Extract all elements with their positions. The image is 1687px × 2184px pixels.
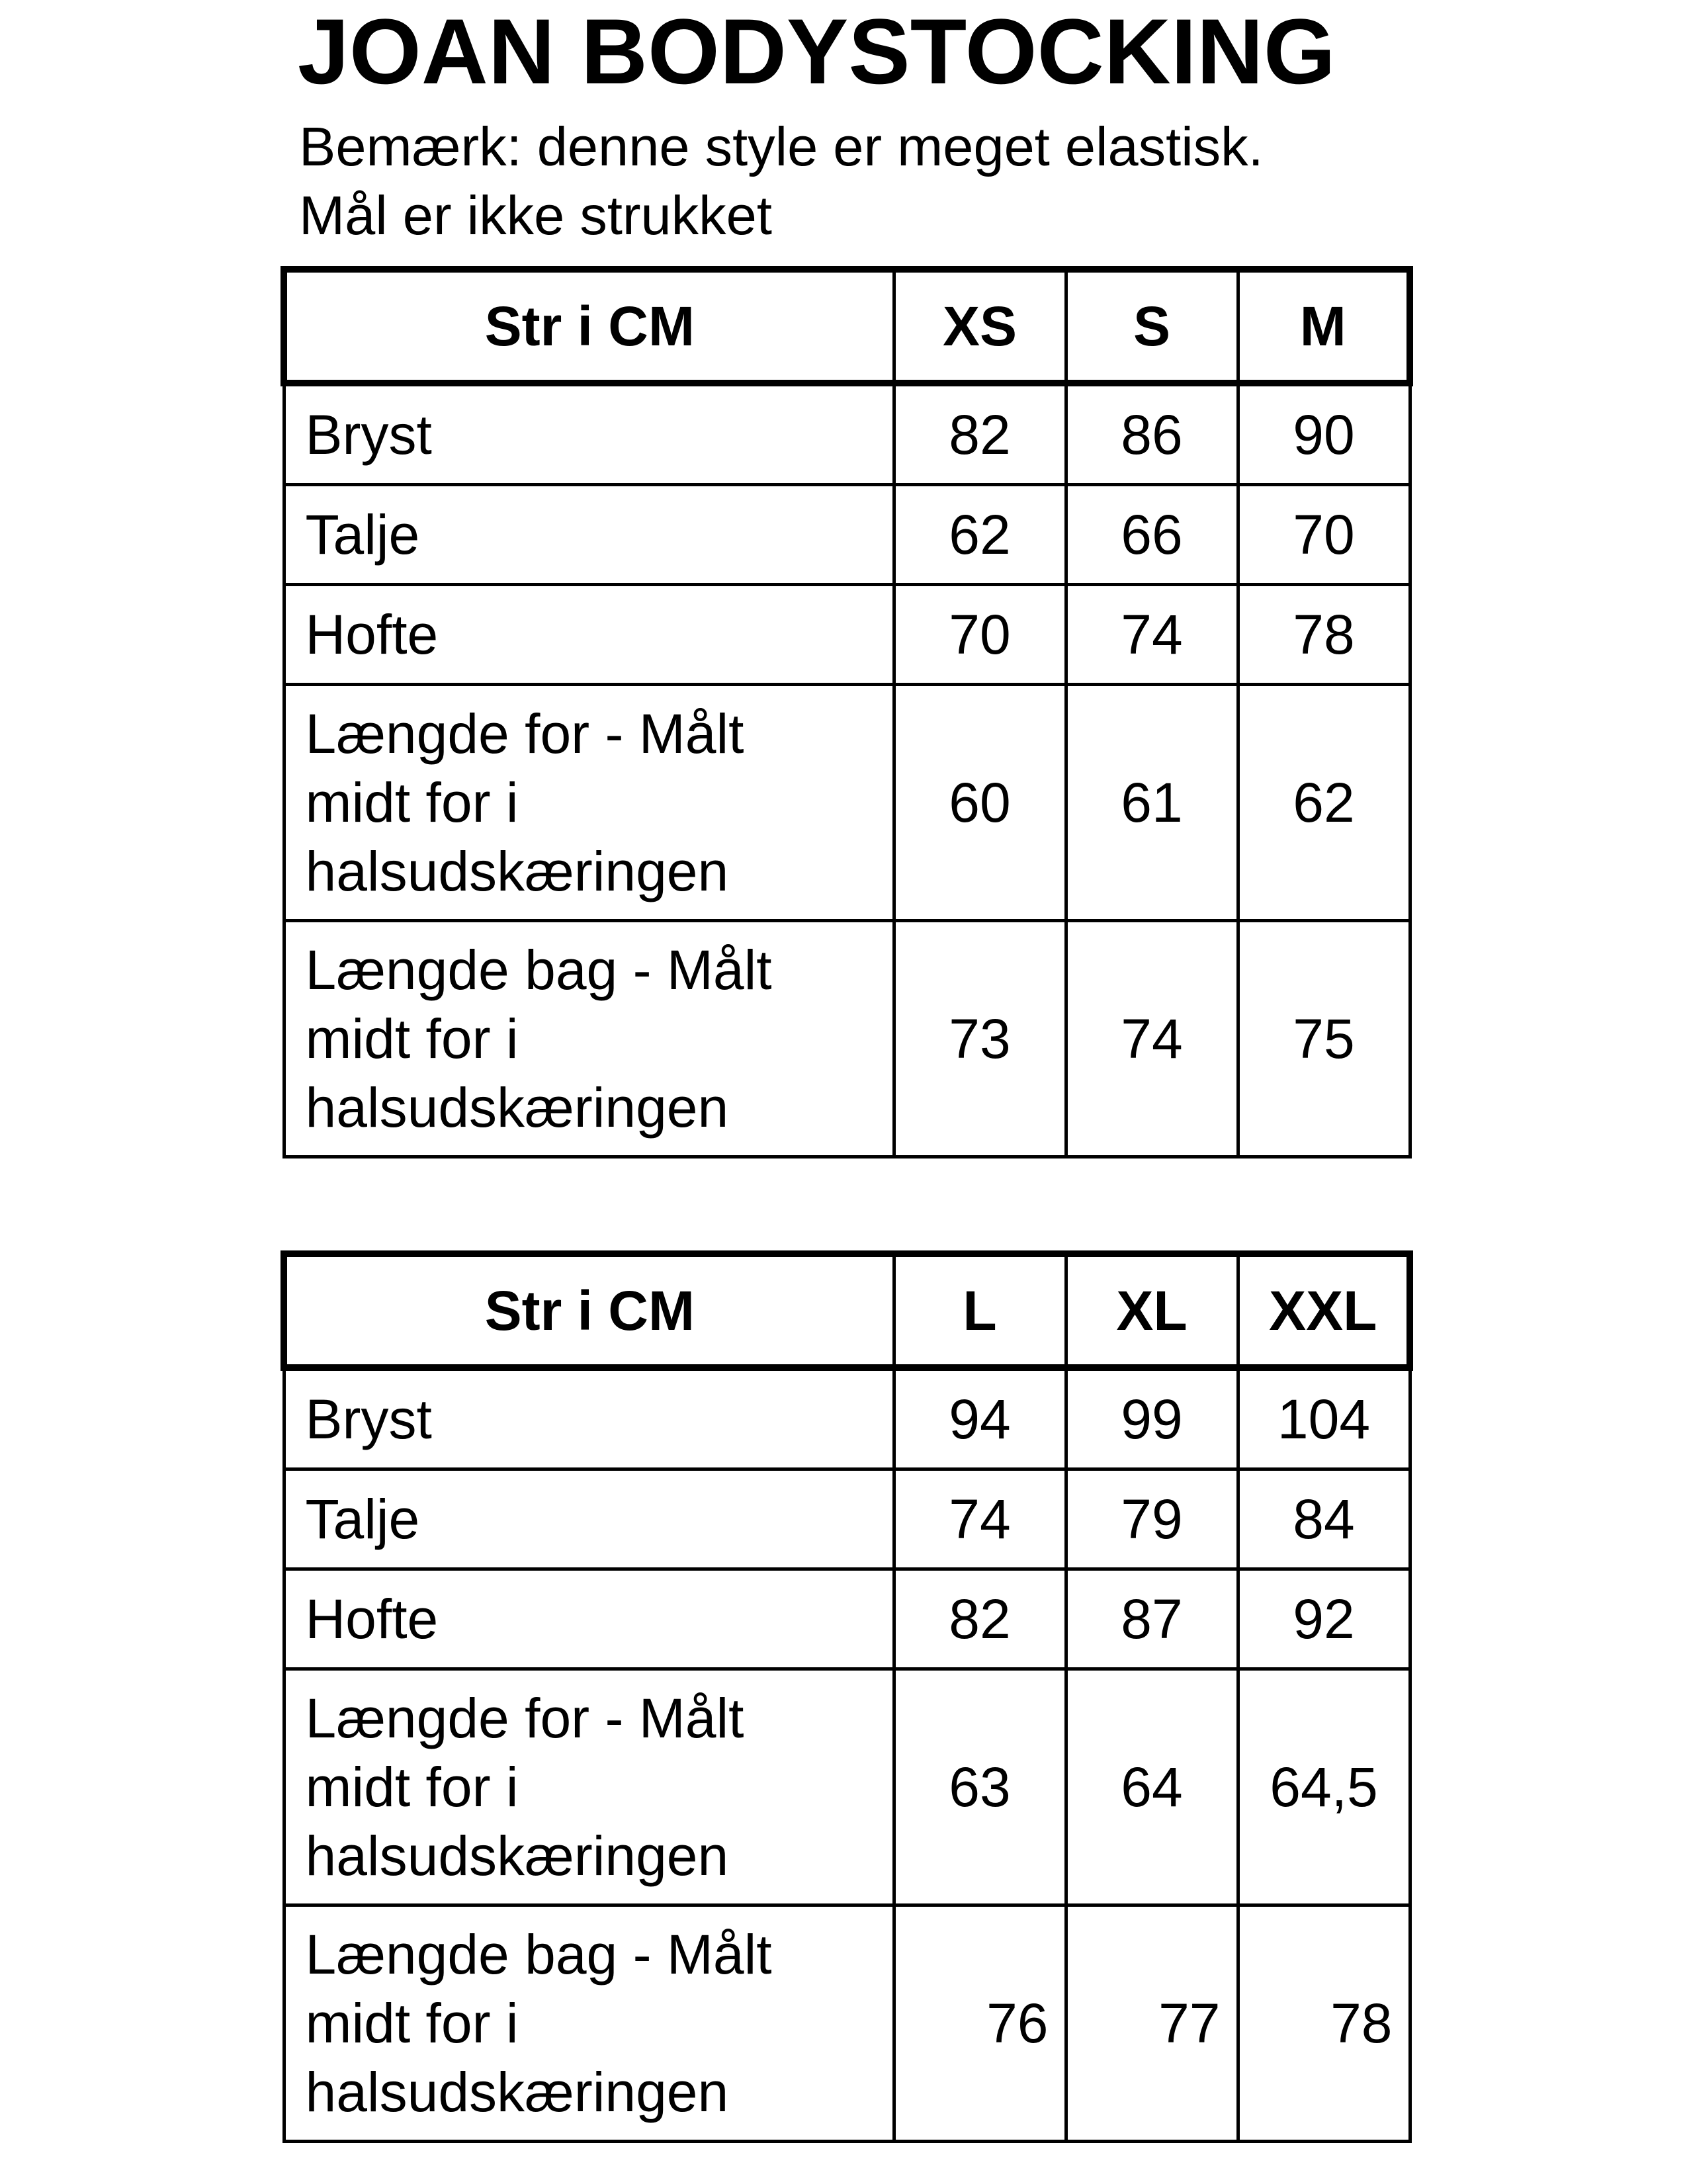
row-label-line: midt for i bbox=[305, 771, 519, 834]
table-cell: 99 bbox=[1066, 1368, 1238, 1469]
table-cell: 78 bbox=[1238, 585, 1410, 685]
row-label-line: midt for i bbox=[305, 1756, 519, 1818]
row-label-line: midt for i bbox=[305, 1992, 519, 2054]
header-size-l: L bbox=[894, 1254, 1066, 1368]
table-cell: 70 bbox=[894, 585, 1066, 685]
table-cell: 75 bbox=[1238, 921, 1410, 1157]
table-cell: 66 bbox=[1066, 485, 1238, 585]
row-label: Hofte bbox=[284, 585, 894, 685]
header-size-xxl: XXL bbox=[1238, 1254, 1410, 1368]
table-cell: 74 bbox=[1066, 921, 1238, 1157]
table-cell: 90 bbox=[1238, 383, 1410, 485]
row-label-line: halsudskæringen bbox=[305, 1076, 729, 1139]
table-row-talje bbox=[284, 1469, 1410, 1569]
table-row-bryst bbox=[284, 383, 1410, 485]
table-header-row bbox=[284, 269, 1410, 383]
header-size-m: M bbox=[1238, 269, 1410, 383]
table-cell: 79 bbox=[1066, 1469, 1238, 1569]
table-cell: 84 bbox=[1238, 1469, 1410, 1569]
table-cell: 86 bbox=[1066, 383, 1238, 485]
table-row-hofte bbox=[284, 585, 1410, 685]
row-label: Talje bbox=[284, 1469, 894, 1569]
table-cell: 82 bbox=[894, 1569, 1066, 1669]
table-row-laengde-for bbox=[284, 685, 1410, 921]
size-table-l-xl-xxl bbox=[281, 1250, 1413, 2143]
table-cell: 60 bbox=[894, 685, 1066, 921]
table-cell: 94 bbox=[894, 1368, 1066, 1469]
header-size-unit: Str i CM bbox=[284, 269, 894, 383]
table-row-laengde-bag bbox=[284, 1905, 1410, 2142]
table-cell: 82 bbox=[894, 383, 1066, 485]
header-size-unit: Str i CM bbox=[284, 1254, 894, 1368]
row-label bbox=[284, 685, 894, 921]
row-label-line: Længde for - Målt bbox=[305, 703, 744, 765]
note-line-1: Bemærk: denne style er meget elastisk. bbox=[299, 116, 1264, 177]
table-row-bryst bbox=[284, 1368, 1410, 1469]
table-cell: 87 bbox=[1066, 1569, 1238, 1669]
table-cell: 73 bbox=[894, 921, 1066, 1157]
row-label-line: halsudskæringen bbox=[305, 840, 729, 902]
table-cell: 62 bbox=[894, 485, 1066, 585]
row-label: Talje bbox=[284, 485, 894, 585]
table-cell: 63 bbox=[894, 1669, 1066, 1905]
table-cell: 104 bbox=[1238, 1368, 1410, 1469]
note-line-2: Mål er ikke strukket bbox=[299, 185, 772, 246]
table-cell: 62 bbox=[1238, 685, 1410, 921]
table-cell: 77 bbox=[1066, 1905, 1238, 2142]
row-label bbox=[284, 921, 894, 1157]
table-row-laengde-bag bbox=[284, 921, 1410, 1157]
row-label: Bryst bbox=[284, 1368, 894, 1469]
table-row-talje bbox=[284, 485, 1410, 585]
row-label-line: halsudskæringen bbox=[305, 1825, 729, 1887]
table-cell: 74 bbox=[1066, 585, 1238, 685]
row-label-line: Længde for - Målt bbox=[305, 1687, 744, 1749]
size-table-xs-s-m bbox=[281, 266, 1413, 1158]
row-label-line: Længde bag - Målt bbox=[305, 939, 772, 1001]
header-size-xl: XL bbox=[1066, 1254, 1238, 1368]
row-label-line: halsudskæringen bbox=[305, 2061, 729, 2123]
table-header-row bbox=[284, 1254, 1410, 1368]
row-label bbox=[284, 1905, 894, 2142]
table-cell: 64 bbox=[1066, 1669, 1238, 1905]
row-label-line: midt for i bbox=[305, 1008, 519, 1070]
elasticity-note bbox=[299, 112, 1264, 250]
table-cell: 78 bbox=[1238, 1905, 1410, 2142]
table-cell: 76 bbox=[894, 1905, 1066, 2142]
header-size-s: S bbox=[1066, 269, 1238, 383]
table-row-hofte bbox=[284, 1569, 1410, 1669]
row-label bbox=[284, 1669, 894, 1905]
table-cell: 70 bbox=[1238, 485, 1410, 585]
table-row-laengde-for bbox=[284, 1669, 1410, 1905]
table-cell: 74 bbox=[894, 1469, 1066, 1569]
row-label: Bryst bbox=[284, 383, 894, 485]
table-cell: 92 bbox=[1238, 1569, 1410, 1669]
row-label: Hofte bbox=[284, 1569, 894, 1669]
table-cell: 64,5 bbox=[1238, 1669, 1410, 1905]
page-title: JOAN BODYSTOCKING bbox=[298, 0, 1336, 103]
header-size-xs: XS bbox=[894, 269, 1066, 383]
row-label-line: Længde bag - Målt bbox=[305, 1923, 772, 1986]
table-cell: 61 bbox=[1066, 685, 1238, 921]
